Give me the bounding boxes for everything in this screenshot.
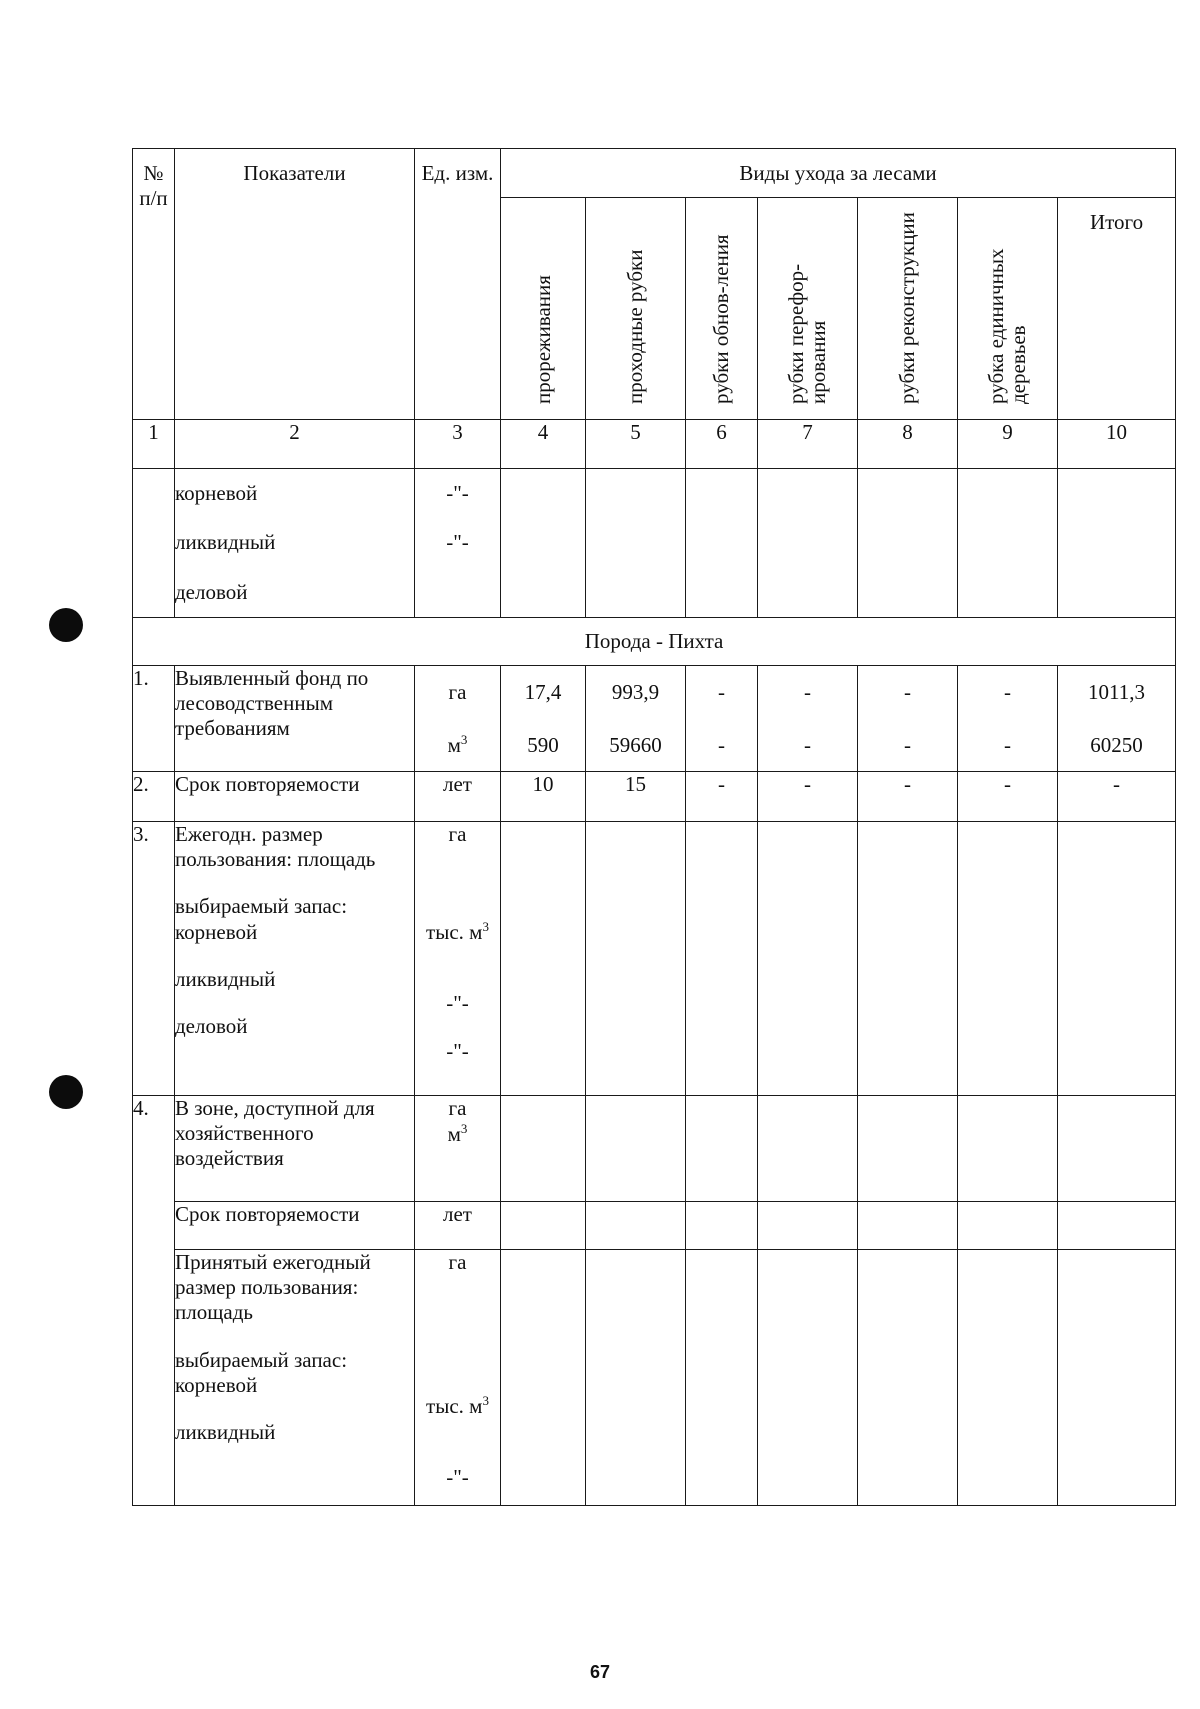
column-numbers-row	[133, 420, 1176, 469]
header-indicators: Показатели	[175, 149, 415, 420]
value-m3: -	[904, 732, 911, 757]
value-m3: 590	[527, 732, 559, 757]
header-col-thinning: прореживания	[501, 198, 586, 420]
col-number: 5	[586, 420, 686, 469]
table-row	[133, 666, 1176, 772]
header-col-reconstruction-cuts: рубки реконструкции	[858, 198, 958, 420]
row-label: выбираемый запас: корневой	[175, 894, 348, 944]
row-unit: -"-	[446, 991, 469, 1016]
row-unit: лет	[415, 1202, 501, 1250]
row-label: деловой	[175, 1013, 248, 1038]
col-number: 9	[958, 420, 1058, 469]
value-m3: 59660	[609, 732, 662, 757]
punch-hole	[49, 608, 83, 642]
unit-m3: $м^3$	[447, 1121, 468, 1147]
value-m3: -	[718, 732, 725, 757]
col-number: 10	[1058, 420, 1176, 469]
value-ha: 993,9	[611, 680, 660, 705]
row-label: ликвидный	[175, 966, 276, 991]
value: 15	[586, 772, 686, 822]
value: -	[858, 772, 958, 822]
row-label: ликвидный	[175, 1419, 276, 1444]
header-group: Виды ухода за лесами	[501, 149, 1176, 198]
col-number: 7	[758, 420, 858, 469]
row-label: Ежегодн. размер пользования: площадь	[175, 822, 376, 872]
value-ha: 1011,3	[1088, 680, 1146, 705]
page-number: 67	[589, 1662, 611, 1682]
table-row	[133, 772, 1176, 822]
row-label: В зоне, доступной для хозяйственного воздействия	[175, 1096, 415, 1202]
row-unit: -"-	[446, 1038, 469, 1063]
row-unit: га	[448, 822, 467, 847]
forest-care-table	[132, 148, 1176, 1506]
row-unit: га	[448, 1250, 467, 1275]
col-number: 6	[686, 420, 758, 469]
header-num: № п/п	[133, 149, 175, 420]
unit-m3: $м^3$	[447, 731, 468, 757]
value-m3: -	[1004, 732, 1011, 757]
row-number: 4.	[133, 1096, 175, 1506]
value-m3: 60250	[1090, 732, 1143, 757]
col-number: 3	[415, 420, 501, 469]
unit-ha: га	[448, 1096, 467, 1121]
table-row	[133, 469, 1176, 618]
row-unit: лет	[415, 772, 501, 822]
value-ha: -	[904, 680, 911, 705]
row-label: Выявленный фонд по лесоводственным требованиям	[175, 666, 415, 772]
value-ha: 17,4	[524, 680, 562, 705]
value: -	[758, 772, 858, 822]
unit-ha: га	[448, 680, 467, 705]
table-row	[133, 1202, 1176, 1250]
col-number: 8	[858, 420, 958, 469]
row-label: Срок повторяемости	[175, 1202, 415, 1250]
table-row	[133, 1096, 1176, 1202]
row-number: 3.	[133, 822, 175, 1096]
row-unit: тыс. $м^3$	[426, 1393, 489, 1419]
row-label: выбираемый запас: корневой	[175, 1347, 348, 1397]
table-row	[133, 822, 1176, 1096]
value-m3: -	[804, 732, 811, 757]
header-unit: Ед. изм.	[415, 149, 501, 420]
value: -	[958, 772, 1058, 822]
value: -	[1058, 772, 1176, 822]
value-ha: -	[804, 680, 811, 705]
col-number: 4	[501, 420, 586, 469]
header-col-reformation-cuts: рубки перефор-ирования	[758, 198, 858, 420]
value: -	[686, 772, 758, 822]
row-number: 1.	[133, 666, 175, 772]
row-label: корневой	[175, 481, 258, 505]
row-label: ликвидный	[175, 530, 276, 555]
header-col-renewal-cuts: рубки обнов-ления	[686, 198, 758, 420]
value: 10	[501, 772, 586, 822]
section-title: Порода - Пихта	[133, 618, 1176, 666]
row-number: 2.	[133, 772, 175, 822]
col-number: 2	[175, 420, 415, 469]
row-unit: -"-	[446, 530, 469, 555]
header-col-passage-cuts: проходные рубки	[586, 198, 686, 420]
row-label: Принятый ежегодный размер пользования: площадь	[175, 1250, 371, 1325]
row-unit: тыс. $м^3$	[426, 919, 489, 945]
row-unit: -"-	[446, 1465, 469, 1490]
header-col-total: Итого	[1058, 198, 1176, 420]
row-unit: -"-	[446, 481, 469, 505]
col-number: 1	[133, 420, 175, 469]
row-label: Срок повторяемости	[175, 772, 415, 822]
punch-hole	[49, 1075, 83, 1109]
value-ha: -	[1004, 680, 1011, 705]
header-col-single-tree-cuts: рубка единичных деревьев	[958, 198, 1058, 420]
row-label: деловой	[175, 579, 248, 604]
table-row	[133, 1250, 1176, 1506]
value-ha: -	[718, 680, 725, 705]
